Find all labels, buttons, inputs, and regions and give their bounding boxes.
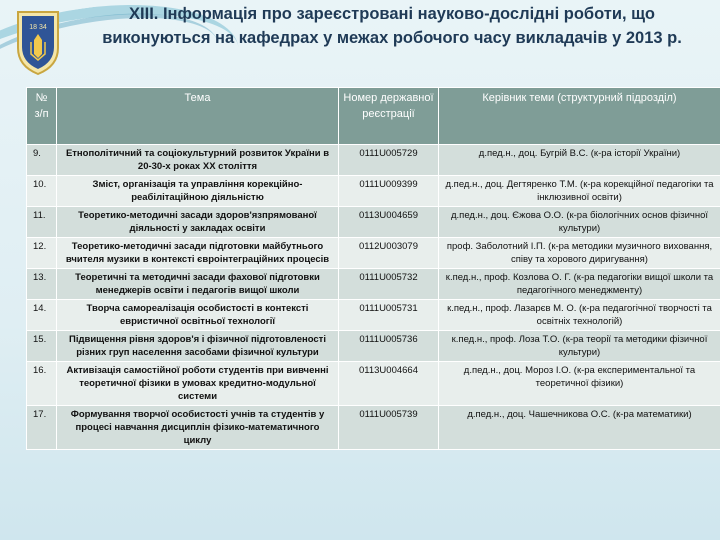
registration-number-cell: 0111U009399 <box>339 176 439 207</box>
supervisor-cell: проф. Заболотний І.П. (к-ра методики музичного виховання, співу та хорового диригування) <box>439 238 720 269</box>
row-number-cell: 14. <box>27 300 57 331</box>
supervisor-cell: к.пед.н., проф. Лоза Т.О. (к-ра теорії та методики фізичної культури) <box>439 331 720 362</box>
table-row <box>27 331 720 362</box>
column-header-topic: Тема <box>57 88 339 145</box>
topic-cell: Зміст, організація та управління корекційно-реабілітаційною діяльністю <box>57 176 339 207</box>
table-row <box>27 362 720 406</box>
registration-number-cell: 0112U003079 <box>339 238 439 269</box>
supervisor-cell: к.пед.н., проф. Лазарєв М. О. (к-ра педагогічної творчості та освітніх технологій) <box>439 300 720 331</box>
topic-cell: Теоретико-методичні засади підготовки майбутнього вчителя музики в контексті євроінтеграційних процесів <box>57 238 339 269</box>
registration-number-cell: 0111U005736 <box>339 331 439 362</box>
supervisor-cell: д.пед.н., доц. Єжова О.О. (к-ра біологічних основ фізичної культури) <box>439 207 720 238</box>
row-number-cell: 9. <box>27 145 57 176</box>
row-number-cell: 15. <box>27 331 57 362</box>
svg-text:18 34: 18 34 <box>29 24 47 31</box>
topic-cell: Творча самореалізація особистості в контексті евристичної освітньої технології <box>57 300 339 331</box>
column-header-number: № з/п <box>27 88 57 145</box>
registration-number-cell: 0111U005731 <box>339 300 439 331</box>
table-row <box>27 176 720 207</box>
registration-number-cell: 0111U005729 <box>339 145 439 176</box>
column-header-supervisor: Керівник теми (структурний підрозділ) <box>439 88 720 145</box>
row-number-cell: 10. <box>27 176 57 207</box>
table-row <box>27 207 720 238</box>
supervisor-cell: д.пед.н., доц. Чашечникова О.С. (к-ра математики) <box>439 406 720 450</box>
supervisor-cell: д.пед.н., доц. Бугрій В.С. (к-ра історії України) <box>439 145 720 176</box>
topic-cell: Теоретико-методичні засади здоров'язпрямованої діяльності у закладах освіти <box>57 207 339 238</box>
table-row <box>27 238 720 269</box>
registration-number-cell: 0113U004659 <box>339 207 439 238</box>
table-row <box>27 145 720 176</box>
research-table <box>26 87 720 450</box>
topic-cell: Теоретичні та методичні засади фахової підготовки менеджерів освіти і педагогів вищої школи <box>57 269 339 300</box>
table-header-row <box>27 88 720 145</box>
row-number-cell: 12. <box>27 238 57 269</box>
supervisor-cell: д.пед.н., доц. Мороз І.О. (к-ра експериментальної та теоретичної фізики) <box>439 362 720 406</box>
research-table-container <box>26 87 720 540</box>
row-number-cell: 11. <box>27 207 57 238</box>
row-number-cell: 16. <box>27 362 57 406</box>
registration-number-cell: 0113U004664 <box>339 362 439 406</box>
registration-number-cell: 0111U005739 <box>339 406 439 450</box>
supervisor-cell: к.пед.н., проф. Козлова О. Г. (к-ра педагогіки вищої школи та педагогічного менеджменту) <box>439 269 720 300</box>
table-row <box>27 406 720 450</box>
page-title: XIII. Інформація про зареєстровані науково-дослідні роботи, що виконуються на кафедрах у межах робочого часу викладачів у 2013 р. <box>102 5 682 47</box>
table-body <box>27 145 720 450</box>
topic-cell: Етнополітичний та соціокультурний розвиток України в 20-30-х роках ХХ століття <box>57 145 339 176</box>
university-logo <box>14 8 62 76</box>
topic-cell: Формування творчої особистості учнів та студентів у процесі навчання дисциплін фізико-математичного циклу <box>57 406 339 450</box>
topic-cell: Підвищення рівня здоров'я і фізичної підготовленості різних груп населення засобами фізичної культури <box>57 331 339 362</box>
row-number-cell: 17. <box>27 406 57 450</box>
supervisor-cell: д.пед.н., доц. Дегтяренко Т.М. (к-ра корекційної педагогіки та інклюзивної освіти) <box>439 176 720 207</box>
table-row <box>27 269 720 300</box>
topic-cell: Активізація самостійної роботи студентів при вивченні теоретичної фізики в умовах кредитно-модульної системи <box>57 362 339 406</box>
column-header-registration: Номер державної реєстрації <box>339 88 439 145</box>
registration-number-cell: 0111U005732 <box>339 269 439 300</box>
row-number-cell: 13. <box>27 269 57 300</box>
table-row <box>27 300 720 331</box>
